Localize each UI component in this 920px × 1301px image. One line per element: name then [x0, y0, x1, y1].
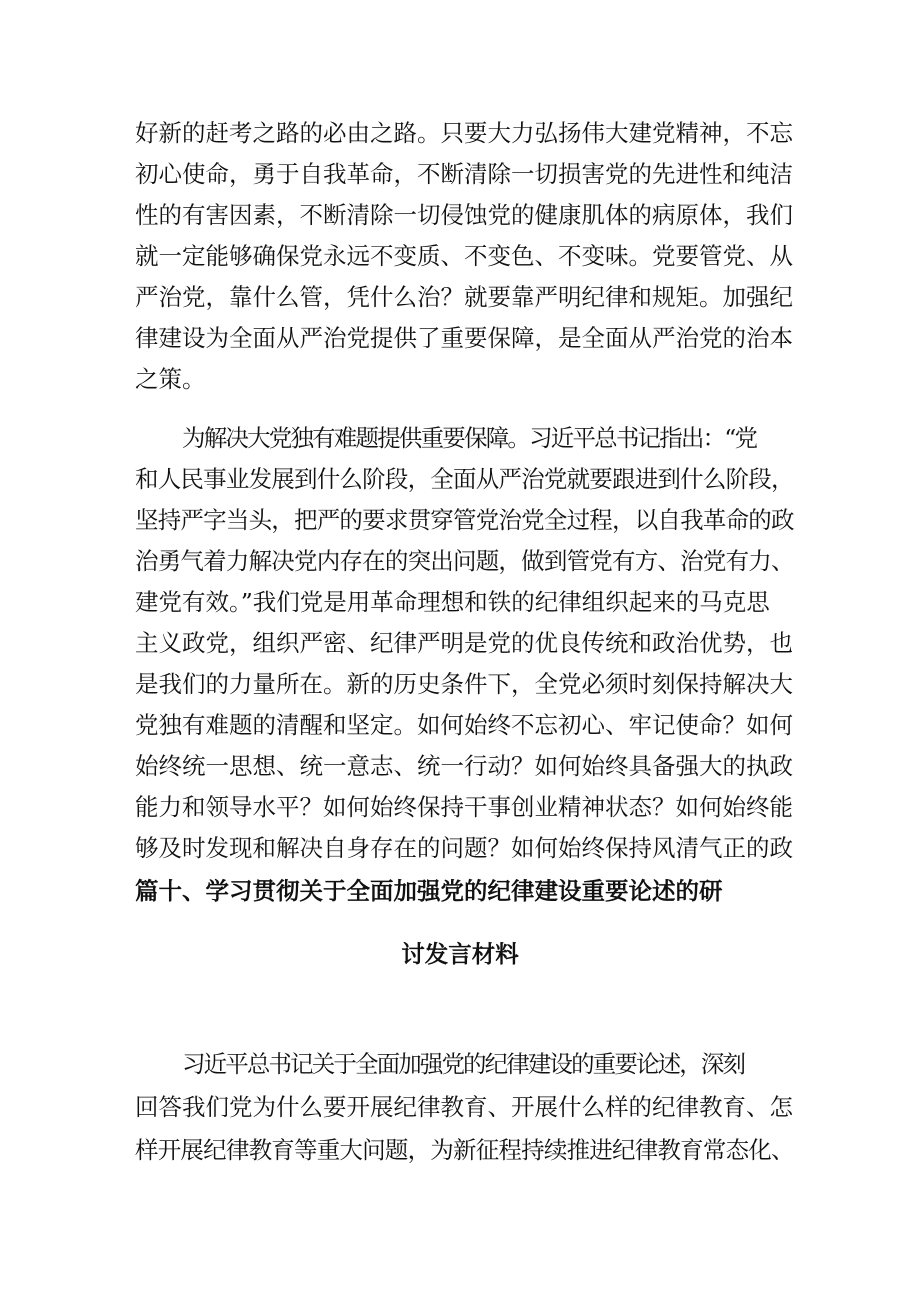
text-line: 习近平总书记关于全面加强党的纪律建设的重要论述，深刻	[182, 1050, 745, 1078]
text-line: 回答我们党为什么要开展纪律教育、开展什么样的纪律教育、怎	[135, 1093, 793, 1121]
text-line: 是我们的力量所在。新的历史条件下，全党必须时刻保持解决大	[135, 670, 793, 698]
text-line: 就一定能够确保党永远不变质、不变色、不变味。党要管党、从	[135, 242, 793, 270]
text-line: 党独有难题的清醒和坚定。如何始终不忘初心、牢记使命？如何	[135, 711, 793, 739]
text-line: 坚持严字当头，把严的要求贯穿管党治党全过程，以自我革命的政	[135, 506, 794, 534]
text-line: 好新的赶考之路的必由之路。只要大力弘扬伟大建党精神，不忘	[135, 119, 793, 147]
text-line: 够及时发现和解决自身存在的问题？如何始终保持风清气正的政	[135, 834, 793, 862]
text-line: 治勇气着力解决党内存在的突出问题，做到管党有方、治党有力、	[135, 547, 794, 575]
text-line: 能力和领导水平？如何始终保持干事创业精神状态？如何始终能	[135, 793, 793, 821]
text-line: 之策。	[135, 365, 206, 393]
text-line: 律建设为全面从严治党提供了重要保障，是全面从严治党的治本	[135, 324, 793, 352]
heading-line-2: 讨发言材料	[401, 940, 519, 968]
text-line: 主义政党，组织严密、纪律严明是党的优良传统和政治优势，也	[135, 629, 793, 657]
text-line: 性的有害因素，不断清除一切侵蚀党的健康肌体的病原体，我们	[135, 201, 793, 229]
heading-line-1: 篇十、学习贯彻关于全面加强党的纪律建设重要论述的研	[135, 877, 723, 905]
text-line: 始终统一思想、统一意志、统一行动？如何始终具备强大的执政	[135, 752, 793, 780]
text-line: 和人民事业发展到什么阶段，全面从严治党就要跟进到什么阶段，	[135, 465, 794, 493]
text-line: 初心使命，勇于自我革命，不断清除一切损害党的先进性和纯洁	[135, 160, 793, 188]
text-line: 建党有效。”我们党是用革命理想和铁的纪律组织起来的马克思	[135, 588, 770, 616]
text-line: 样开展纪律教育等重大问题，为新征程持续推进纪律教育常态化、	[135, 1136, 794, 1164]
text-line: 严治党，靠什么管，凭什么治？就要靠严明纪律和规矩。加强纪	[135, 283, 793, 311]
text-line: 为解决大党独有难题提供重要保障。习近平总书记指出：“党	[182, 424, 757, 452]
